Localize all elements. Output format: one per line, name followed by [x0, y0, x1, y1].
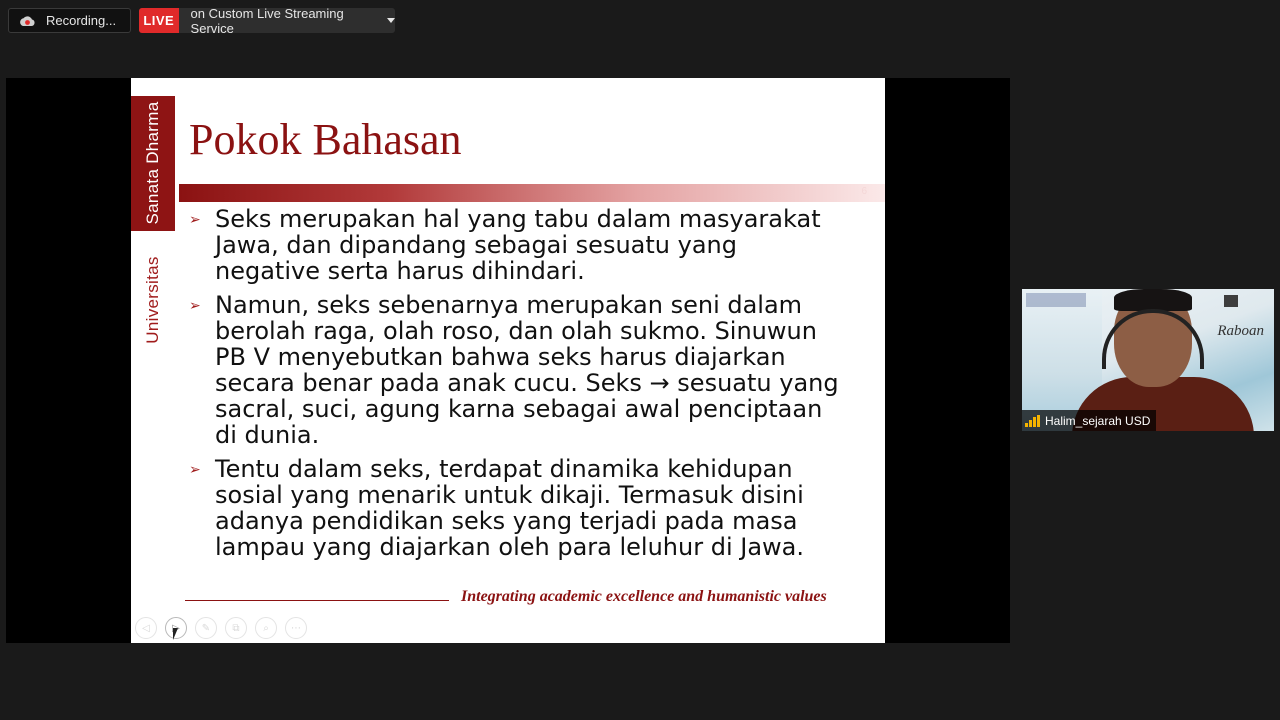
slide-tagline: Integrating academic excellence and humanistic values — [461, 588, 827, 605]
bullet-item — [189, 292, 869, 448]
bullet-item — [189, 456, 869, 560]
participant-name: Halim_sejarah USD — [1045, 413, 1151, 428]
university-logo — [1026, 293, 1086, 307]
slide-title: Pokok Bahasan — [189, 115, 462, 164]
raboan-logo-text: Raboan — [1217, 323, 1264, 339]
arrow-bullet-icon: ➢ — [189, 298, 201, 314]
slide-page-number: 6 — [861, 186, 867, 197]
pen-icon[interactable]: ✎ — [195, 617, 217, 639]
unesco-logo — [1224, 295, 1238, 307]
bullet-item — [189, 206, 869, 284]
more-options-icon[interactable]: ⋯ — [285, 617, 307, 639]
title-gradient-rule — [179, 184, 885, 202]
signal-strength-icon — [1025, 415, 1040, 427]
slideshow-controls — [135, 617, 307, 639]
live-service-label: on Custom Live Streaming Service — [190, 5, 344, 36]
previous-slide-icon[interactable]: ◁ — [135, 617, 157, 639]
live-badge: LIVE — [139, 8, 179, 33]
participant-video-tile[interactable] — [1022, 289, 1274, 431]
chevron-down-icon — [387, 18, 395, 23]
arrow-bullet-icon: ➢ — [189, 462, 201, 478]
arrow-bullet-icon: ➢ — [189, 212, 201, 228]
participant-name-label — [1022, 410, 1156, 431]
slides-grid-icon[interactable]: ⧉ — [225, 617, 247, 639]
recording-indicator[interactable] — [8, 8, 131, 33]
next-slide-icon[interactable]: ▷ — [165, 617, 187, 639]
side-label-bottom: Universitas — [143, 256, 162, 344]
zoom-icon[interactable]: ⌕ — [255, 617, 277, 639]
recording-label: Recording... — [46, 13, 117, 28]
side-label-top: Sanata Dharma — [143, 101, 162, 225]
participant-hair — [1114, 289, 1192, 311]
bullet-text: Tentu dalam seks, terdapat dinamika kehidupan sosial yang menarik untuk dikaji. Termasuk disini adanya pendidikan seks yang terjadi pada masa lampau yang diajarkan oleh para leluhur di Jawa. — [215, 455, 805, 561]
live-stream-dropdown[interactable] — [139, 5, 395, 36]
cloud-record-icon — [19, 14, 35, 28]
bullet-list — [189, 206, 869, 568]
bullet-text: Namun, seks sebenarnya merupakan seni dalam berolah raga, olah roso, dan olah sukmo. Sinuwun PB V menyebutkan bahwa seks harus diajarkan secara benar pada anak cucu. Seks → sesuatu yang sacral, suci, agung karna sebagai awal penciptaan di dunia. — [215, 291, 839, 449]
footer-rule — [185, 600, 449, 601]
presentation-slide — [131, 78, 885, 643]
mouse-cursor-icon — [173, 628, 178, 640]
bullet-text: Seks merupakan hal yang tabu dalam masyarakat Jawa, dan dipandang sebagai sesuatu yang negative serta harus dihindari. — [215, 205, 821, 285]
